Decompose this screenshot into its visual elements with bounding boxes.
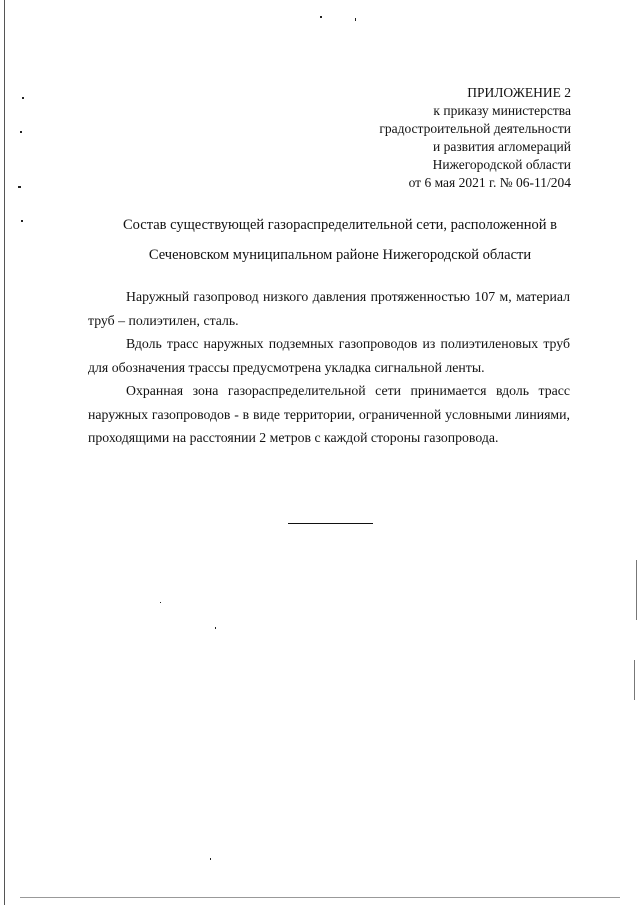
scan-speck [160,602,161,603]
scan-speck [21,220,23,222]
scan-speck [20,131,22,133]
paragraph-protection-zone: Охранная зона газораспределительной сети принимается вдоль трасс наружных газопроводов - в виде территории, ограниченной условными линиями, проходящими на расстоянии 2 метров с каждой стороны газопровода. [88,383,570,445]
appendix-region-line: Нижегородской области [432,157,571,172]
scan-speck [320,16,322,18]
scan-speck [18,186,21,188]
scan-edge-bottom [20,897,620,898]
document-body [88,285,570,450]
scan-edge-right-2 [634,660,635,700]
title-line-1: Состав существующей газораспределительной сети, расположенной в [123,217,557,233]
appendix-number: ПРИЛОЖЕНИЕ 2 [467,85,571,100]
title-line-2: Сеченовском муниципальном районе Нижегородской области [148,247,532,263]
document-title [60,210,620,270]
scan-speck [210,858,211,860]
paragraph-pipeline: Наружный газопровод низкого давления протяженностью 107 м, материал труб – полиэтилен, сталь. [88,289,570,328]
appendix-agglomeration-line: и развития агломераций [432,139,571,154]
scan-speck [215,627,216,629]
appendix-order-line: к приказу министерства [433,103,571,118]
paragraph-signal-tape: Вдоль трасс наружных подземных газопроводов из полиэтиленовых труб для обозначения трассы предусмотрена укладка сигнальной ленты. [88,336,570,375]
appendix-ministry-line: градостроительной деятельности [379,121,571,136]
scan-edge-right [636,560,637,620]
appendix-date-line: от 6 мая 2021 г. № 06-11/204 [408,175,571,190]
scan-speck [22,97,24,99]
scan-speck [355,18,356,21]
scan-edge-left [4,0,5,905]
appendix-header [379,84,571,192]
end-rule [288,523,373,524]
